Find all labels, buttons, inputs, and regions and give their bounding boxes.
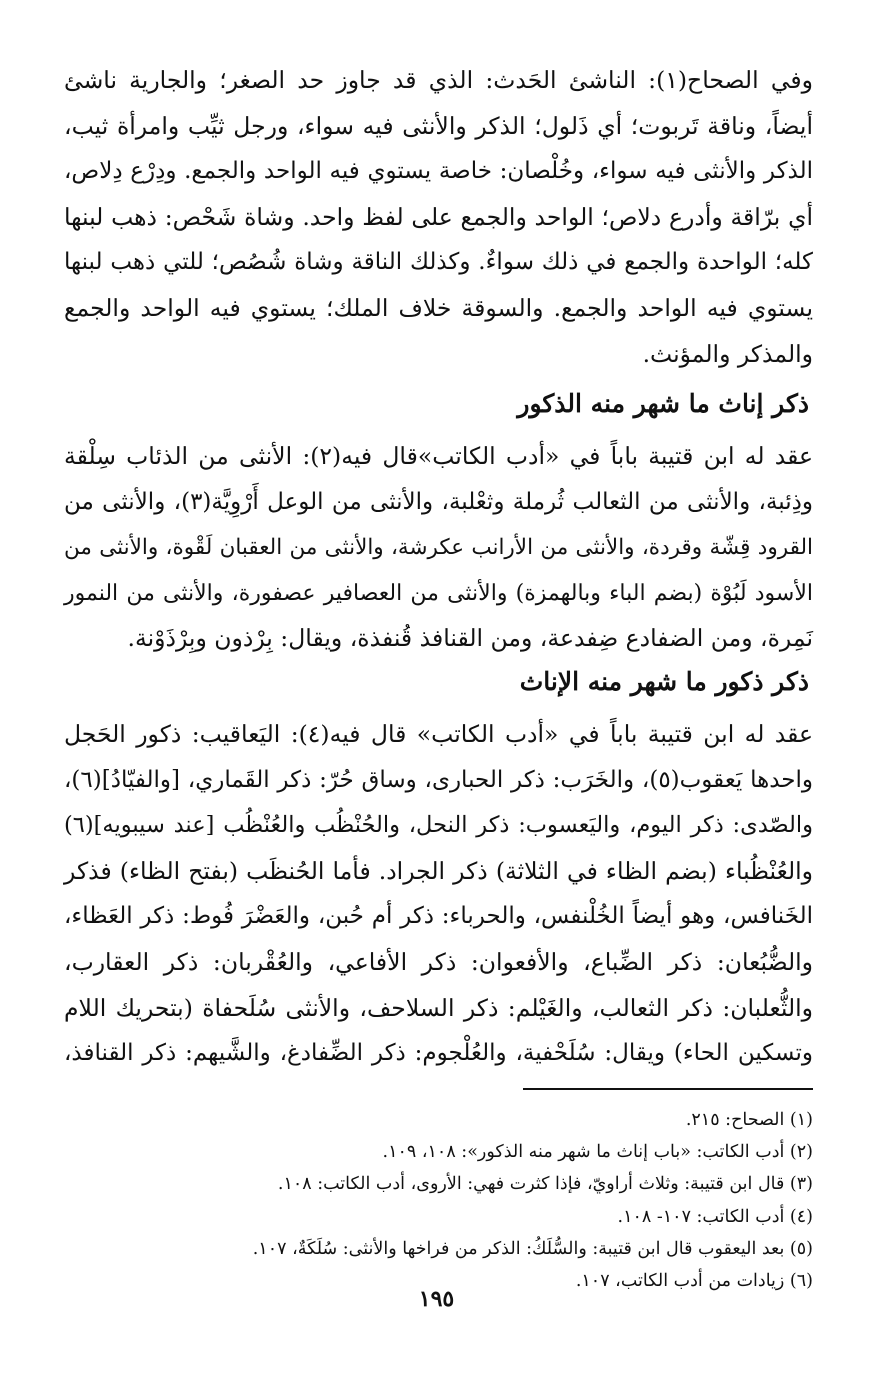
paragraph-males-of-females [64, 712, 814, 1067]
text-line: القرود قِشّة وقردة، والأنثى من الأرانب عكرشة، والأنثى من العقبان لَقْوة، والأنثى من [64, 535, 813, 561]
text-line: وتسكين الحاء) ويقال: سُلَحْفية، والعُلْجوم: ذكر الضِّفادغ، والشَّيهم: ذكر القنافذ، [64, 1040, 813, 1067]
text-line: والعُنْظُباء (بضم الظاء في الثلاثة) ذكر الجراد. فأما الحُنظَب (بفتح الظاء) فذكر [64, 856, 813, 885]
text-line: عقد له ابن قتيبة باباً في «أدب الكاتب» قال فيه(٤): اليَعاقيب: ذكور الحَجل [64, 720, 813, 748]
section-heading-female: ذكر إناث ما شهر منه الذكور [517, 389, 809, 418]
page-number: ١٩٥ [418, 1286, 455, 1312]
text-line: وذِئبة، والأنثى من الثعالب ثُرملة وثعْلبة، والأنثى من الوعل أَرْوِيَّة(٣)، والأنثى من [64, 488, 813, 515]
text-line: والصّدى: ذكر اليوم، واليَعسوب: ذكر النحل، والحُنْظُب والعُنْظُب [عند سيبويه](٦) [64, 812, 813, 839]
text-line: نَمِرة، ومن الضفادع ضِفدعة، ومن القنافذ قُنفذة، ويقال: بِرْذون وبِرْذَوْنة. [127, 624, 813, 653]
text-line: كله؛ الواحدة والجمع في ذلك سواءٌ. وكذلك الناقة وشاة شُصُص؛ للتي ذهب لبنها [64, 249, 813, 276]
text-line: وفي الصحاح(١): الناشئ الحَدث: الذي قد جاوز حد الصغر؛ والجارية ناشئ [64, 66, 813, 94]
text-line: والمذكر والمؤنث. [642, 339, 813, 368]
section-heading-male: ذكر ذكور ما شهر منه الإناث [519, 667, 809, 696]
text-line: واحدها يَعقوب(٥)، والخَرَب: ذكر الحبارى، وساق حُرّ: ذكر القَماري، [والفيّادُ](٦)، [64, 766, 814, 793]
paragraph-sihah [64, 58, 813, 372]
paragraph-female-of-males [64, 434, 813, 652]
text-line: والضُّبُعان: ذكر الضِّباع، والأفعوان: ذكر الأفاعي، والعُقْربان: ذكر العقارب، [64, 947, 813, 976]
footnote-3: (٣) قال ابن قتيبة: وثلاث أراويّ، فإذا كثرت فهي: الأروى، أدب الكاتب: ١٠٨. [277, 1174, 813, 1195]
footnote-divider [523, 1088, 813, 1090]
footnote-4: (٤) أدب الكاتب: ١٠٧- ١٠٨. [617, 1206, 813, 1227]
footnote-5: (٥) بعد اليعقوب قال ابن قتيبة: والسُّلَكُ: الذكر من فراخها والأنثى: سُلَكَةٌ، ١٠٧. [252, 1238, 813, 1259]
text-line: عقد له ابن قتيبة باباً في «أدب الكاتب»قال فيه(٢): الأنثى من الذئاب سِلْقة [64, 442, 813, 470]
text-line: الخَنافس، وهو أيضاً الخُلْنفس، والحرباء: ذكر أم حُبن، والعَضْرَ فُوط: ذكر العَظاء، [64, 903, 813, 930]
text-line: أيضاً، وناقة تَربوت؛ أي ذَلول؛ الذكر والأنثى فيه سواء، ورجل ثيِّب وامرأة ثيب، [64, 111, 813, 140]
text-line: الذكر والأنثى فيه سواء، وخُلْصان: خاصة يستوي فيه الواحد والجمع. ودِرْع دِلاص، [64, 158, 813, 185]
text-line: يستوي فيه الواحد والجمع. والسوقة خلاف الملك؛ يستوي فيه الواحد والجمع [64, 293, 813, 322]
footnotes [64, 1104, 813, 1297]
text-line: أي برّاقة وأدرع دلاص؛ الواحد والجمع على لفظ واحد. وشاة شَحْص: ذهب لبنها [64, 202, 813, 231]
text-line: والثُّعلبان: ذكر الثعالب، والغَيْلم: ذكر السلاحف، والأنثى سُلَحفاة (بتحريك اللام [64, 993, 813, 1022]
footnote-2: (٢) أدب الكاتب: «باب إناث ما شهر منه الذكور»: ١٠٨، ١٠٩. [382, 1142, 813, 1163]
footnote-1: (١) الصحاح: ٢١٥. [685, 1110, 813, 1130]
text-line: الأسود لَبُوْة (بضم الباء وبالهمزة) والأنثى من العصافير عصفورة، والأنثى من النمور [64, 580, 813, 606]
footnote-6: (٦) زيادات من أدب الكاتب، ١٠٧. [575, 1271, 813, 1292]
